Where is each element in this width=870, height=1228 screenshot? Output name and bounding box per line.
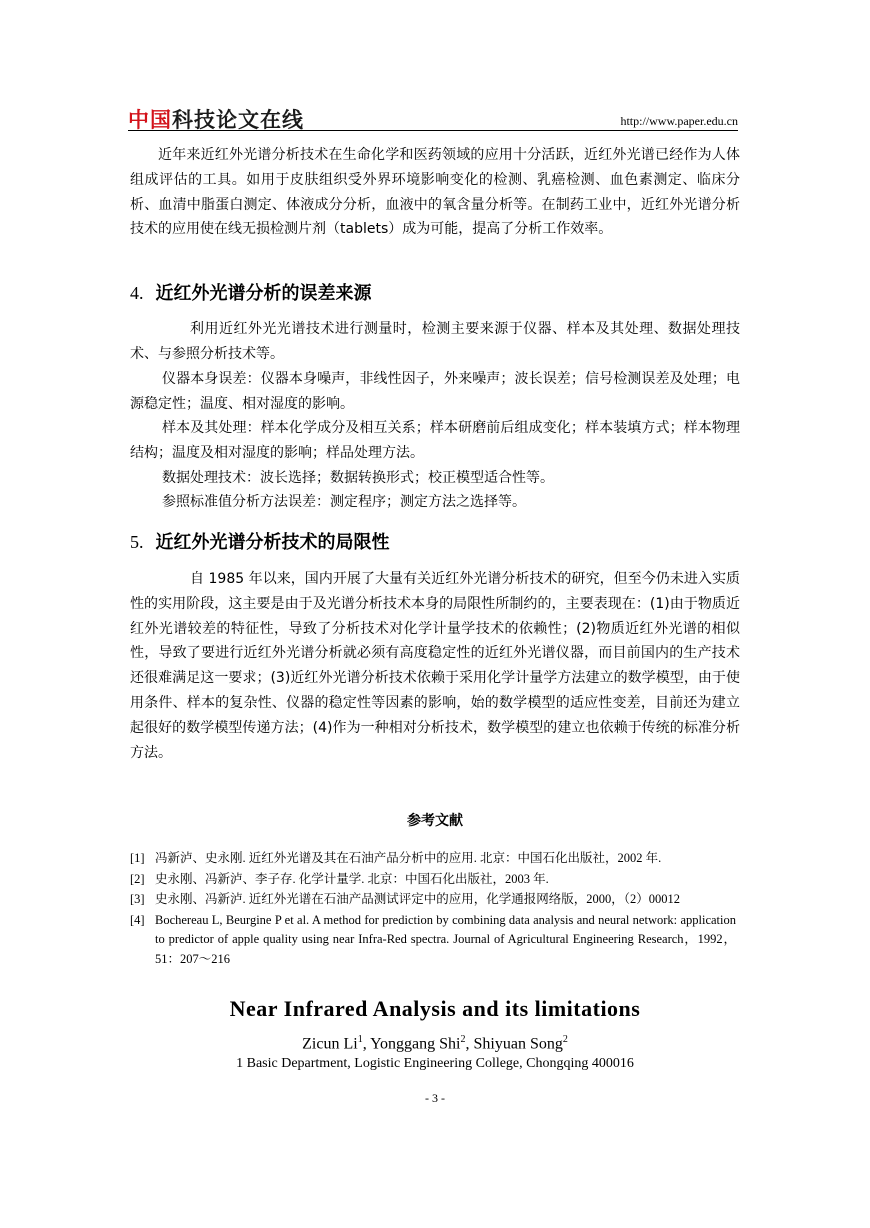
- references-title: 参考文献: [407, 813, 463, 829]
- section-4-title: 近红外光谱分析的误差来源: [155, 283, 372, 304]
- reference-item: [130, 849, 736, 869]
- section-4-paragraph-5: 参照标准值分析方法误差：测定程序；测定方法之选择等。: [162, 494, 526, 510]
- section-4-number: 4.: [130, 283, 144, 303]
- section-5-number: 5.: [130, 532, 144, 552]
- logo-red-text: 中国: [128, 108, 172, 132]
- reference-text: 史永刚、冯新泸、李子存. 化学计量学. 北京：中国石化出版社，2003 年.: [155, 871, 549, 886]
- reference-item: [130, 870, 736, 890]
- english-authors: Zicun Li$^1$, Yonggang Shi$^2$, Shiyuan Song$^2$: [302, 1034, 568, 1053]
- english-title: Near Infrared Analysis and its limitations: [229, 996, 641, 1021]
- section-5-title: 近红外光谱分析技术的局限性: [155, 532, 390, 553]
- section-4-paragraph-1: 利用近红外光光谱技术进行测量时，检测主要来源于仪器、样本及其处理、数据处理技术、与参照分析技术等。: [130, 321, 740, 362]
- english-affiliation: 1 Basic Department, Logistic Engineering College, Chongqing 400016: [236, 1056, 634, 1071]
- reference-item: [130, 890, 736, 910]
- journal-logo: [128, 104, 304, 134]
- author-name: Yonggang Shi: [370, 1035, 461, 1053]
- section-5-heading: [130, 528, 390, 554]
- section-4-paragraph-3: 样本及其处理：样本化学成分及相互关系；样本研磨前后组成变化；样本装填方式；样本物理结构；温度及相对湿度的影响；样品处理方法。: [130, 420, 740, 461]
- reference-text: 冯新泸、史永刚. 近红外光谱及其在石油产品分析中的应用. 北京：中国石化出版社，2002 年.: [155, 851, 662, 865]
- reference-index: [1]: [130, 851, 145, 865]
- intro-paragraph: 近年来近红外光谱分析技术在生命化学和医药领域的应用十分活跃，近红外光谱已经作为人体组成评估的工具。如用于皮肤组织受外界环境影响变化的检测、乳癌检测、血色素测定、临床分析、血清中脂蛋白测定、体液成分分析，血液中的氧含量分析等。在制药工业中，近红外光谱分析技术的应用使在线无损检测片剂（tablets）成为可能，提高了分析工作效率。: [130, 147, 740, 238]
- reference-index: [4]: [130, 912, 145, 927]
- author-name: Zicun Li: [302, 1035, 358, 1053]
- section-4-paragraph-4: 数据处理技术：波长选择；数据转换形式；校正模型适合性等。: [162, 470, 554, 486]
- header-url[interactable]: http://www.paper.edu.cn: [620, 114, 738, 128]
- section-4-heading: [130, 279, 372, 305]
- reference-index: [2]: [130, 871, 145, 886]
- author-affiliation-marker: 1: [357, 1034, 363, 1045]
- reference-text: 史永刚、冯新泸. 近红外光谱在石油产品测试评定中的应用，化学通报网络版，2000，（2）00012: [155, 892, 681, 906]
- author-affiliation-marker: 2: [460, 1034, 466, 1045]
- reference-item: [130, 911, 736, 970]
- section-4-paragraph-2: 仪器本身误差：仪器本身噪声，非线性因子，外来噪声；波长误差；信号检测误差及处理；电源稳定性；温度、相对湿度的影响。: [130, 371, 740, 412]
- page-header: [128, 104, 738, 131]
- reference-index: [3]: [130, 892, 145, 906]
- author-name: Shiyuan Song: [473, 1035, 563, 1053]
- page-number: - 3 -: [425, 1091, 445, 1105]
- reference-text: Bochereau L, Beurgine P et al. A method for prediction by combining data analysis and neural network: application to predictor of apple quality using near Infra-Red spectra. Journal of Agricultural Engineering Research，1992，51：207～216: [155, 912, 736, 966]
- logo-dark-text: 科技论文在线: [172, 108, 304, 132]
- section-5-paragraph: 自 1985 年以来，国内开展了大量有关近红外光谱分析技术的研究，但至今仍未进入实质性的实用阶段，这主要是由于及光谱分析技术本身的局限性所制约的，主要表现在：(1)由于物质近红外光谱较差的特征性，导致了分析技术对化学计量学技术的依赖性；(2)物质近红外光谱的相似性，导致了要进行近红外光谱分析就必须有高度稳定性的近红外光谱仪器，而目前国内的生产技术还很难满足这一要求；(3)近红外光谱分析技术依赖于采用化学计量学方法建立的数学模型，由于使用条件、样本的复杂性、仪器的稳定性等因素的影响，始的数学模型的适应性变差，目前还为建立起很好的数学模型传递方法；(4)作为一种相对分析技术，数学模型的建立也依赖于传统的标准分析方法。: [130, 571, 740, 761]
- reference-list: [130, 849, 736, 970]
- author-affiliation-marker: 2: [562, 1034, 568, 1045]
